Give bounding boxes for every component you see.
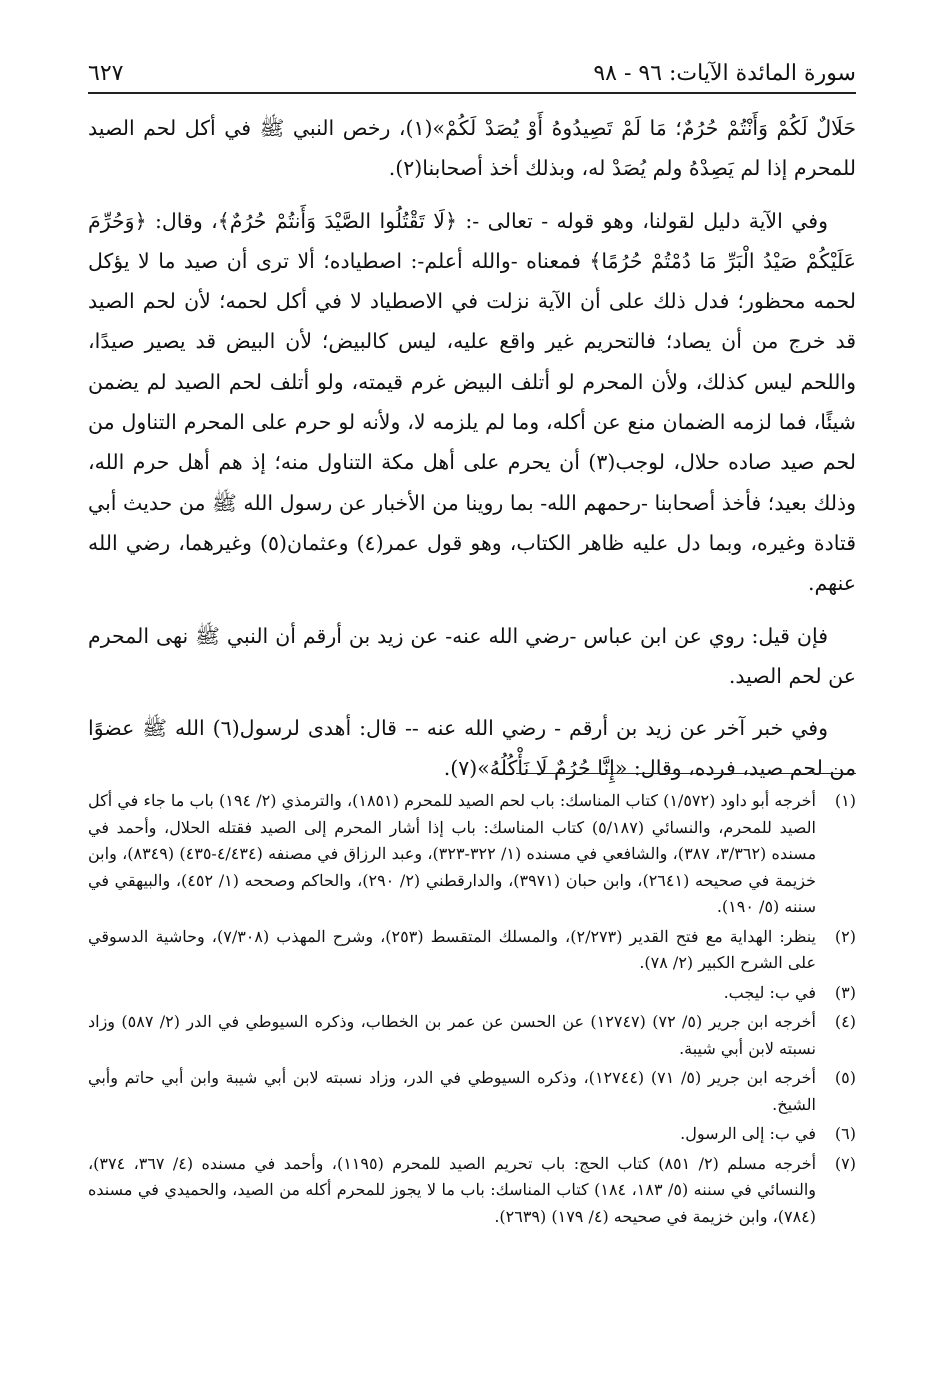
header-rule	[88, 92, 856, 94]
footnote-text: أخرجه ابن جرير (٥/ ٧٢) (١٢٧٤٧) عن الحسن عن عمر بن الخطاب، وذكره السيوطي في الدر (٢/ ٥٨٧) وزاد نسبته لابن أبي شيبة.	[88, 1012, 817, 1058]
footnote	[88, 1121, 856, 1148]
footnote-text: أخرجه مسلم (٢/ ٨٥١) كتاب الحج: باب تحريم الصيد للمحرم (١١٩٥)، وأحمد في مسنده (٤/ ٣٦٧، ٣٧٤)، والنسائي في سننه (٥/ ١٨٣، ١٨٤) كتاب المناسك: باب ما لا يجوز للمحرم أكله من الصيد، والحميدي في مسنده (٧٨٤)، وابن خزيمة في صحيحه (٤/ ١٧٩) (٢٦٣٩).	[88, 1153, 817, 1226]
footnote-text: أخرجه أبو داود (١/٥٧٢) كتاب المناسك: باب لحم الصيد للمحرم (١٨٥١)، والترمذي (٢/ ١٩٤) باب ما جاء في أكل الصيد للمحرم، والنسائي (٥/١٨٧) كتاب المناسك: باب إذا أشار المحرم إلى الصيد فقتله الحلال، وأحمد في مسنده (٣/٣٦٢، ٣٨٧)، والشافعي في مسنده (١/ ٣٢٢-٣٢٣)، وعبد الرزاق في مصنفه (٤/٤٣٤-٤٣٥) (٨٣٤٩)، وابن خزيمة في صحيحه (٢٦٤١)، وابن حبان (٣٩٧١)، والدارقطني (٢/ ٢٩٠)، والحاكم وصححه (١/ ٤٥٢)، والبيهقي في سننه (٥/ ١٩٠).	[88, 791, 817, 916]
footnote-number: (٥)	[834, 1068, 856, 1087]
footnote-text: في ب: ليجب.	[723, 982, 816, 1002]
footnote	[88, 1151, 856, 1231]
footnote-text: أخرجه ابن جرير (٥/ ٧١) (١٢٧٤٤)، وذكره السيوطي في الدر، وزاد نسبته لابن أبي شيبة وابن أبي حاتم وأبي الشيخ.	[88, 1068, 816, 1114]
footnote-number: (١)	[834, 791, 856, 810]
footnote	[88, 1065, 856, 1118]
footnote-number: (٣)	[834, 982, 856, 1002]
footnote-separator	[516, 773, 856, 774]
paragraph: فإن قيل: روي عن ابن عباس -رضي الله عنه- عن زيد بن أرقم أن النبي ﷺ نهى المحرم عن لحم الصيد.	[88, 623, 856, 688]
running-title: سورة المائدة الآيات: ٩٦ - ٩٨	[593, 61, 856, 86]
page-header	[88, 54, 856, 88]
main-text	[88, 108, 856, 801]
footnote-text: في ب: إلى الرسول.	[680, 1124, 816, 1143]
paragraph: وفي الآية دليل لقولنا، وهو قوله - تعالى -: ﴿لَا تَقْتُلُوا الصَّيْدَ وَأَنتُمْ حُرُمٌ﴾، وقال: ﴿وَحُرِّمَ عَلَيْكُمْ صَيْدُ الْبَرِّ مَا دُمْتُمْ حُرُمًا﴾ فمعناه -والله أعلم-: اصطياده؛ ألا ترى أن صيد ما لا يؤكل لحمه محظور؛ فدل ذلك على أن الآية نزلت في الاصطياد لا في أكل لحمه؛ لأن لحم الصيد قد خرج من أن يصاد؛ فالتحريم غير واقع عليه، ليس كالبيض؛ لأن البيض قد يصير صيدًا، واللحم ليس كذلك، ولأن المحرم لو أتلف البيض غرم قيمته، ولو أتلف لحم الصيد لم يضمن شيئًا، فما لزمه الضمان منع عن أكله، وما لم يلزمه لا، ولأنه لو حرم على المحرم التناول من لحم صيد صاده حلال، لوجب(٣) أن يحرم على أهل مكة التناول منه؛ إذ هم أهل حرم الله، وذلك بعيد؛ فأخذ أصحابنا -رحمهم الله- بما روينا من الأخبار عن رسول الله ﷺ من حديث أبي قتادة وغيره، وبما دل عليه ظاهر الكتاب، وهو قول عمر(٤) وعثمان(٥) وغيرهما، رضي الله عنهم.	[88, 208, 856, 596]
footnote	[88, 924, 856, 977]
paragraph: وفي خبر آخر عن زيد بن أرقم - رضي الله عنه -- قال: أهدى لرسول(٦) الله ﷺ عضوًا من لحم صيد، فرده، وقال: «إِنَّا حُرُمٌ لَا نَأْكُلُهُ»(٧).	[88, 716, 856, 781]
footnote	[88, 1009, 856, 1062]
paragraph: حَلَالٌ لَكُمْ وَأَنْتُمْ حُرُمٌ؛ مَا لَمْ تَصِيدُوهُ أَوْ يُصَدْ لَكُمْ»(١)، رخص النبي ﷺ في أكل لحم الصيد للمحرم إذا لم يَصِدْهُ ولم يُصَدْ له، وبذلك أخذ أصحابنا(٢).	[88, 116, 856, 181]
page-number: ٦٢٧	[88, 61, 124, 86]
footnote-number: (٦)	[834, 1124, 856, 1143]
footnote	[88, 980, 856, 1007]
footnote-text: ينظر: الهداية مع فتح القدير (٢/٢٧٣)، والمسلك المتقسط (٢٥٣)، وشرح المهذب (٧/٣٠٨)، وحاشية الدسوقي على الشرح الكبير (٢/ ٧٨).	[88, 926, 816, 972]
footnotes	[88, 788, 856, 1233]
footnote-number: (٧)	[834, 1153, 856, 1173]
footnote-number: (٢)	[834, 926, 856, 946]
footnote-number: (٤)	[834, 1012, 856, 1031]
footnote	[88, 788, 856, 921]
